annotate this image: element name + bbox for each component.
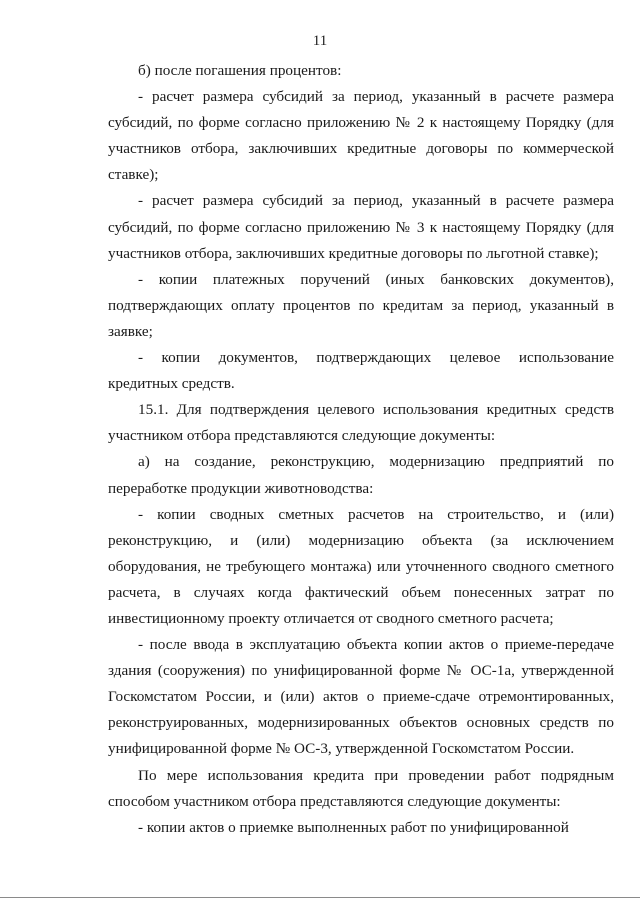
page-number: 11	[312, 33, 328, 49]
paragraph: б) после погашения процентов:	[138, 62, 342, 79]
paragraph: - копии платежных поручений (иных банковских документов), подтверждающих оплату процентов по кредитам за период, указанный в заявке;	[108, 270, 614, 340]
document-body	[108, 58, 614, 841]
paragraph: - расчет размера субсидий за период, указанный в расчете размера субсидий, по форме согласно приложению № 2 к настоящему Порядку (для участников отбора, заключивших кредитные договоры по коммерческой ставке);	[108, 88, 614, 184]
paragraph: - расчет размера субсидий за период, указанный в расчете размера субсидий, по форме согласно приложению № 3 к настоящему Порядку (для участников отбора, заключивших кредитные договоры по льготной ставке);	[108, 192, 614, 262]
paragraph: По мере использования кредита при проведении работ подрядным способом участником отбора представляются следующие документы:	[108, 766, 614, 810]
paragraph: 15.1. Для подтверждения целевого использования кредитных средств участником отбора представляются следующие документы:	[108, 401, 614, 445]
paragraph: - копии актов о приемке выполненных работ по унифицированной	[138, 818, 569, 836]
paragraph: а) на создание, реконструкцию, модернизацию предприятий по переработке продукции животноводства:	[108, 453, 614, 497]
paragraph: - копии документов, подтверждающих целевое использование кредитных средств.	[108, 349, 614, 393]
paragraph: - после ввода в эксплуатацию объекта копии актов о приеме-передаче здания (сооружения) по унифицированной форме № ОС-1а, утвержденной Госкомстатом России, и (или) актов о приеме-сдаче отремонтированных, реконструированных, модернизированных объектов основных средств по унифицированной форме № ОС-3, утвержденной Госкомстатом России.	[108, 636, 614, 758]
page-bottom-rule	[0, 897, 640, 898]
paragraph: - копии сводных сметных расчетов на строительство, и (или) реконструкцию, и (или) модернизацию объекта (за исключением оборудования, не требующего монтажа) или уточненного сводного сметного расчета, в случаях когда фактический объем понесенных затрат по инвестиционному проекту отличается от сводного сметного расчета;	[108, 505, 614, 627]
